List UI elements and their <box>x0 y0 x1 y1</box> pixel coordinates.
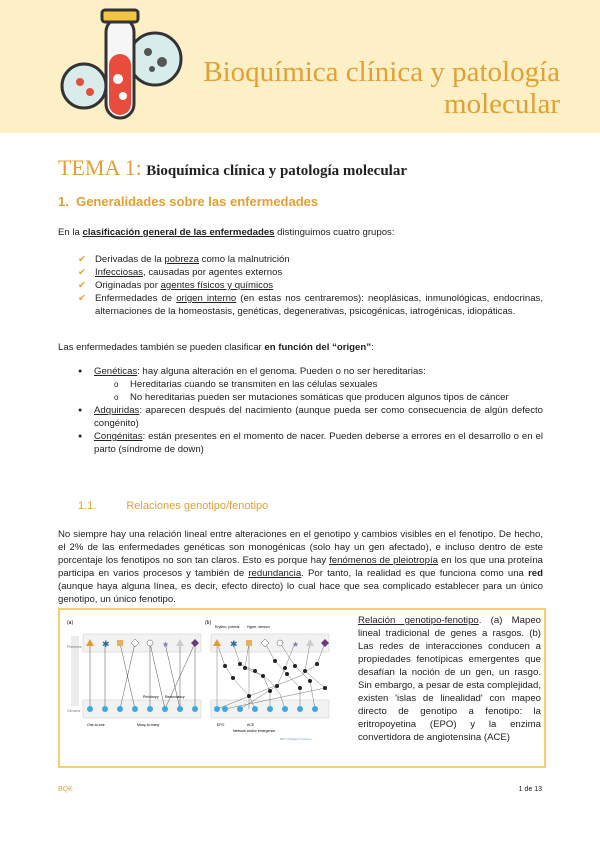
svg-text:✱: ✱ <box>230 639 238 649</box>
footer-label: BQK <box>58 786 73 793</box>
ace-label: ACE <box>247 723 255 727</box>
section-title: Generalidades sobre las enfermedades <box>76 194 319 209</box>
section-number: 1. <box>58 194 69 209</box>
origin-paragraph: Las enfermedades también se pueden clasificar en función del “origen”: <box>58 342 374 353</box>
subsection-number: 1.1. <box>78 500 97 512</box>
page-title <box>58 155 407 181</box>
hypertension-label: Hyper- tension <box>247 625 270 629</box>
list-item: ✔ Enfermedades de origen interno (en estas nos centraremos): neoplásicas, inmunológicas, endocrinas, alternaciones de la homeostasis, genéticas, degenerativas, psicogénicas, iatrogénicas, idiopáticas. <box>78 292 543 318</box>
phenome-label: Phenome <box>67 645 82 649</box>
list-item: ✔ Infecciosas, causadas por agentes externos <box>78 266 543 279</box>
list-item: o No hereditarias pueden ser mutaciones somáticas que producen algunos tipos de cáncer <box>114 391 543 404</box>
section-heading <box>58 194 318 209</box>
genotype-phenotype-figure <box>65 616 350 761</box>
intro-emphasis: clasificación general de las enfermedades <box>82 227 275 238</box>
figure-credit: BDT Intelligent systems <box>280 737 312 741</box>
intro-text: En la <box>58 227 83 238</box>
groups-list <box>78 253 543 318</box>
origins-list <box>78 365 543 456</box>
epo-label: EPO <box>217 723 225 727</box>
one-to-one-label: One-to-one <box>87 723 105 727</box>
list-item: o Hereditarias cuando se transmiten en las células sexuales <box>114 378 543 391</box>
page-number: 1 de 13 <box>518 786 542 793</box>
list-item: ● Genéticas: hay alguna alteración en el genoma. Pueden o no ser hereditarias: o Hereditarias cuando se transmiten en las células sexuales o No hereditarias pueden ser mutaciones somáticas que producen algunos tipos de cáncer <box>78 365 543 404</box>
figure-caption: Relación genotipo-fenotipo. (a) Mapeo lineal tradicional de genes a rasgos. (b) Las redes de interacciones conducen a propiedades fenotípicas emergentes que desafían la noción de un gen, un rasgo. Sin embargo, a pesar de esta complejidad, existen 'islas de linealidad' con mapeo directo de genotipo a fenotipo: la eritropoyetina (EPO) y la enzima convertidora de angiotensina (ACE) <box>358 615 541 743</box>
list-item: ✔ Originadas por agentes físicos y químicos <box>78 279 543 292</box>
list-item: ● Congénitas: están presentes en el momento de nacer. Pueden deberse a errores en el desarrollo o en el parto (síndrome de down) <box>78 430 543 456</box>
erythropoiesis-label: Erythro- poiesis <box>215 625 240 629</box>
list-item: ● Adquiridas: aparecen después del nacimiento (aunque pueda ser como consecuencia de algún defecto congénito) <box>78 404 543 430</box>
genotype-paragraph: No siempre hay una relación lineal entre alteraciones en el genotipo y cambios visibles en el fenotipo. De hecho, el 2% de las enfermedades genéticas son monogénicas (solo hay un gen afectado), e incluso dentro de este porcentaje los fenotipos no son tan claros. Esto es porque hay fenómenos de pleiotropía en los que una proteína participa en varios procesos y también de redundancia. Por tanto, la realidad es que funciona como una red (aunque haya alguna línea, es decir, efecto directo) lo cual hace que sea complicado establecer para un único genotipo, un único fenotipo. <box>58 529 544 605</box>
lab-illustration-icon <box>60 4 190 129</box>
figure-box <box>58 608 546 768</box>
panel-a-label: (a) <box>67 620 74 626</box>
svg-text:✱: ✱ <box>102 639 110 649</box>
list-item: ✔ Derivadas de la pobreza como la malnutrición <box>78 253 543 266</box>
intro-text: distinguimos cuatro grupos: <box>274 227 395 238</box>
redundancy-label: Redundancy <box>165 695 185 699</box>
banner-title: Bioquímica clínica y patología molecular <box>203 56 560 120</box>
svg-text:★: ★ <box>162 640 170 649</box>
header-banner <box>0 0 600 133</box>
network-label: Network and/or emergence <box>233 729 276 733</box>
many-to-many-label: Many-to-many <box>137 723 160 727</box>
tema-number: TEMA 1: <box>58 155 142 180</box>
sub-list <box>94 378 543 404</box>
tema-title: Bioquímica clínica y patología molecular <box>146 163 408 179</box>
intro-paragraph <box>58 226 543 239</box>
pleiotropy-label: Pleiotropy <box>143 695 159 699</box>
svg-text:★: ★ <box>292 640 300 649</box>
subsection-heading <box>78 500 268 512</box>
genome-label: Genome <box>67 709 81 713</box>
subsection-title: Relaciones genotipo/fenotipo <box>126 500 269 512</box>
panel-b-label: (b) <box>205 620 212 626</box>
